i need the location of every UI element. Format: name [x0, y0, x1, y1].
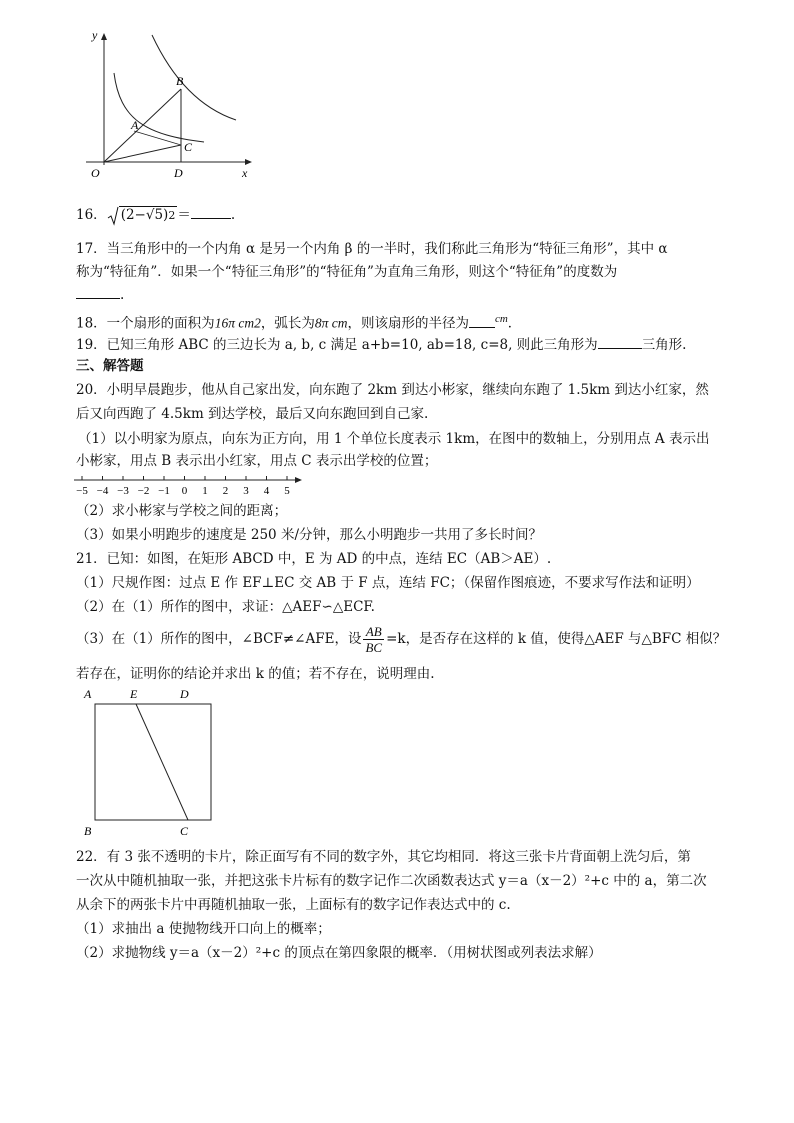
question-20-part3: （3）如果小明跑步的速度是 250 米/分钟，那么小明跑步一共用了多长时间？ [76, 527, 542, 543]
question-17-line2: 称为“特征角”．如果一个“特征三角形”的“特征角”为直角三角形，则这个“特征角”的度数为 [76, 264, 618, 280]
question-19 [76, 334, 686, 354]
inner-curve [114, 73, 204, 142]
q18-arc: 8π cm [314, 315, 348, 331]
rect-label-B: B [84, 824, 92, 838]
q21-p3-text-b: =k，是否存在这样的 k 值，使得△AEF 与△BFC 相似？ [386, 631, 727, 647]
q16-equals: ＝ [177, 207, 191, 223]
segment-AC [134, 131, 181, 145]
question-17-line1: 17．当三角形中的一个内角 α 是另一个内角 β 的一半时，我们称此三角形为“特征三角形”，其中 α [76, 241, 668, 257]
number-line-tick-label: 5 [284, 485, 290, 497]
question-22-part1: （1）求抽出 a 使抛物线开口向上的概率； [76, 921, 331, 937]
question-22-line2: 一次从中随机抽取一张，并把这张卡片标有的数字记作二次函数表达式 y＝a（x－2）²+c 中的 a，第二次 [76, 873, 707, 889]
label-O: O [91, 166, 100, 180]
q19-text-a: 19．已知三角形 ABC 的三边长为 a, b, c 满足 a+b=10, ab=18, c=8, 则此三角形为 [76, 337, 598, 353]
q17-end: . [120, 287, 125, 303]
q18-text-a: 18．一个扇形的面积为 [76, 315, 215, 332]
q16-exponent: 2 [168, 209, 176, 222]
question-21-line1: 21．已知：如图，在矩形 ABCD 中，E 为 AD 的中点，连结 EC（AB＞AE）. [76, 551, 552, 567]
number-line-tick-label: −1 [158, 485, 170, 497]
answer-blank-16[interactable] [191, 204, 231, 219]
rect-label-E: E [130, 687, 138, 701]
q21-p3-text-a: （3）在（1）所作的图中，∠BCF≠∠AFE，设 [76, 631, 362, 647]
q19-text-b: 三角形. [641, 337, 687, 353]
question-21-part2: （2）在（1）所作的图中，求证：△AEF∽△ECF. [76, 599, 375, 615]
label-A: A [131, 118, 139, 132]
segment-OC [104, 145, 181, 162]
question-21-part3 [76, 620, 726, 658]
question-22-part2: （2）求抛物线 y＝a（x－2）²+c 的顶点在第四象限的概率．（用树状图或列表法求解） [76, 945, 602, 961]
question-21-part3c: 若存在，证明你的结论并求出 k 的值；若不存在，说明理由. [76, 666, 435, 682]
q18-unit: cm [494, 313, 508, 325]
fraction-denominator: BC [365, 640, 383, 655]
number-line-tick-label: 3 [243, 485, 249, 497]
question-17-line3 [76, 284, 124, 304]
question-22-line1: 22．有 3 张不透明的卡片，除正面写有不同的数字外，其它均相同．将这三张卡片背面朝上洗匀后，第 [76, 849, 691, 865]
rectangle-figure [80, 686, 220, 838]
q16-end: . [230, 207, 236, 223]
number-line-tick-label: 2 [222, 485, 229, 497]
question-18 [76, 310, 521, 333]
outer-curve [152, 35, 236, 120]
sqrt-symbol [107, 206, 119, 226]
rect-label-A: A [84, 687, 92, 701]
question-16 [76, 204, 235, 226]
segment-EC [136, 704, 188, 820]
q18-text-b: ，弧长为 [260, 315, 315, 332]
x-axis-arrow [245, 159, 252, 165]
fraction-numerator: AB [363, 624, 384, 640]
q18-end: ． [507, 315, 522, 332]
q16-number: 16． [76, 207, 107, 223]
rectangle-ABCD [95, 704, 211, 820]
sqrt-content [119, 206, 178, 223]
line-OB [104, 89, 181, 162]
number-line-tick-label: 0 [181, 485, 188, 497]
question-20-line2: 后又向西跑了 4.5km 到达学校，最后又向东跑回到自己家. [76, 406, 429, 422]
number-line-tick-label: −2 [137, 485, 150, 497]
rect-label-C: C [180, 824, 189, 838]
answer-blank-17[interactable] [76, 284, 120, 299]
q16-expr: (2−√5) [120, 207, 169, 223]
label-B: B [176, 74, 184, 88]
section-title: 三、解答题 [76, 358, 144, 374]
label-D: D [174, 166, 183, 180]
label-x: x [242, 166, 248, 180]
hyperbola-figure [76, 25, 256, 185]
y-axis-arrow [101, 33, 107, 40]
number-line-tick-label: −5 [76, 485, 88, 497]
q18-text-c: ，则该扇形的半径为 [347, 315, 469, 332]
number-line [70, 472, 310, 502]
answer-blank-19[interactable] [598, 334, 642, 349]
question-22-line3: 从余下的两张卡片中再随机抽取一张，上面标有的数字记作表达式中的 c. [76, 897, 511, 913]
fraction-ab-bc [363, 624, 384, 655]
label-y: y [92, 28, 98, 42]
number-line-tick-label: 4 [263, 485, 270, 497]
question-21-part1: （1）尺规作图：过点 E 作 EF⊥EC 交 AB 于 F 点，连结 FC；（保留作图痕迹，不要求写作法和证明） [76, 575, 700, 591]
q18-area: 16π cm2 [214, 315, 261, 331]
answer-blank-18[interactable] [469, 313, 495, 328]
question-20-line1: 20．小明早晨跑步，他从自己家出发，向东跑了 2km 到达小彬家，继续向东跑了 1.5km 到达小红家，然 [76, 382, 709, 398]
number-line-tick-label: −4 [96, 485, 109, 497]
label-C: C [184, 140, 193, 154]
question-20-part1a: （1）以小明家为原点，向东为正方向，用 1 个单位长度表示 1km，在图中的数轴上，分别用点 A 表示出 [78, 431, 710, 447]
rect-label-D: D [180, 687, 189, 701]
question-20-part1b: 小彬家，用点 B 表示出小红家，用点 C 表示出学校的位置； [76, 453, 438, 469]
number-line-tick-label: 1 [202, 485, 208, 497]
question-20-part2: （2）求小彬家与学校之间的距离； [76, 503, 288, 519]
number-line-tick-label: −3 [117, 485, 129, 497]
